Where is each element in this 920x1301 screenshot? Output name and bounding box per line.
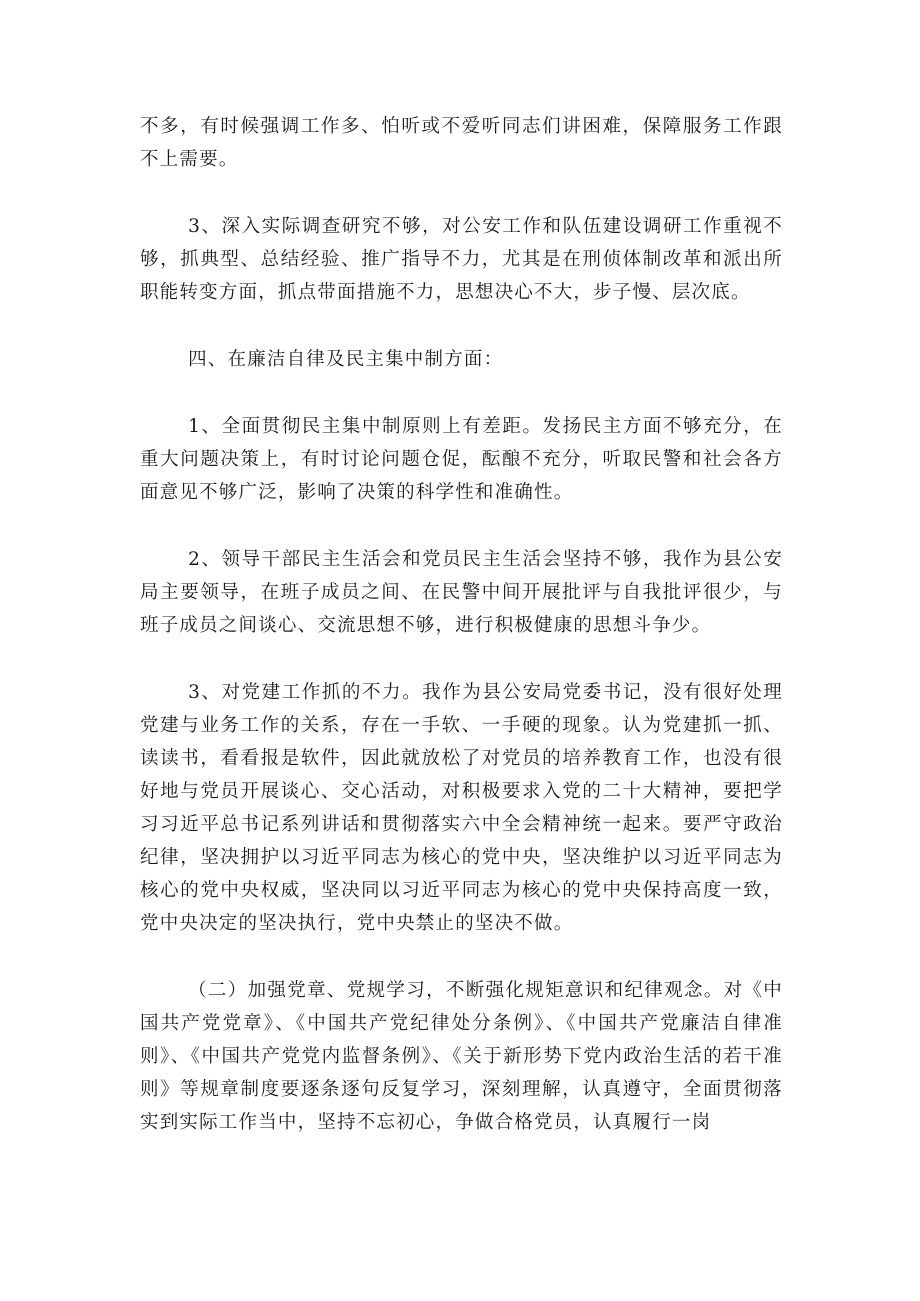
paragraph-item-3-research: 3、深入实际调查研究不够，对公安工作和队伍建设调研工作重视不够，抓典型、总结经验、推广指导不力，尤其是在刑侦体制改革和派出所职能转变方面，抓点带面措施不力，思想决心不大，步子慢、层次底。 <box>140 216 783 303</box>
paragraph-section-two-study: （二）加强党章、党规学习，不断强化规矩意识和纪律观念。对《中国共产党党章》、《中国共产党纪律处分条例》、《中国共产党廉洁自律准则》、《中国共产党党内监督条例》、《关于新形势下党内政治生活的若干准则》等规章制度要逐条逐句反复学习，深刻理解，认真遵守，全面贯彻落实到实际工作当中，坚持不忘初心，争做合格党员，认真履行一岗 <box>140 980 783 1133</box>
paragraph-item-3-party-building: 3、对党建工作抓的不力。我作为县公安局党委书记，没有很好处理党建与业务工作的关系，存在一手软、一手硬的现象。认为党建抓一抓、读读书，看看报是软件，因此就放松了对党员的培养教育工作，也没有很好地与党员开展谈心、交心活动，对积极要求入党的二十大精神，要把学习习近平总书记系列讲话和贯彻落实六中全会精神统一起来。要严守政治纪律，坚决拥护以习近平同志为核心的党中央，坚决维护以习近平同志为核心的党中央权威，坚决同以习近平同志为核心的党中央保持高度一致，党中央决定的坚决执行，党中央禁止的坚决不做。 <box>140 682 783 934</box>
section-heading-four: 四、在廉洁自律及民主集中制方面： <box>188 349 504 370</box>
paragraph-item-1-democratic-centralism: 1、全面贯彻民主集中制原则上有差距。发扬民主方面不够充分，在重大问题决策上，有时讨论问题仓促，酝酿不充分，听取民警和社会各方面意见不够广泛，影响了决策的科学性和准确性。 <box>140 416 783 503</box>
document-body <box>140 110 783 1173</box>
paragraph-continuation: 不多，有时候强调工作多、怕听或不爱听同志们讲困难，保障服务工作跟不上需要。 <box>140 116 783 170</box>
paragraph-item-2-democratic-life: 2、领导干部民主生活会和党员民主生活会坚持不够，我作为县公安局主要领导，在班子成员之间、在民警中间开展批评与自我批评很少，与班子成员之间谈心、交流思想不够，进行积极健康的思想斗争少。 <box>140 549 783 636</box>
